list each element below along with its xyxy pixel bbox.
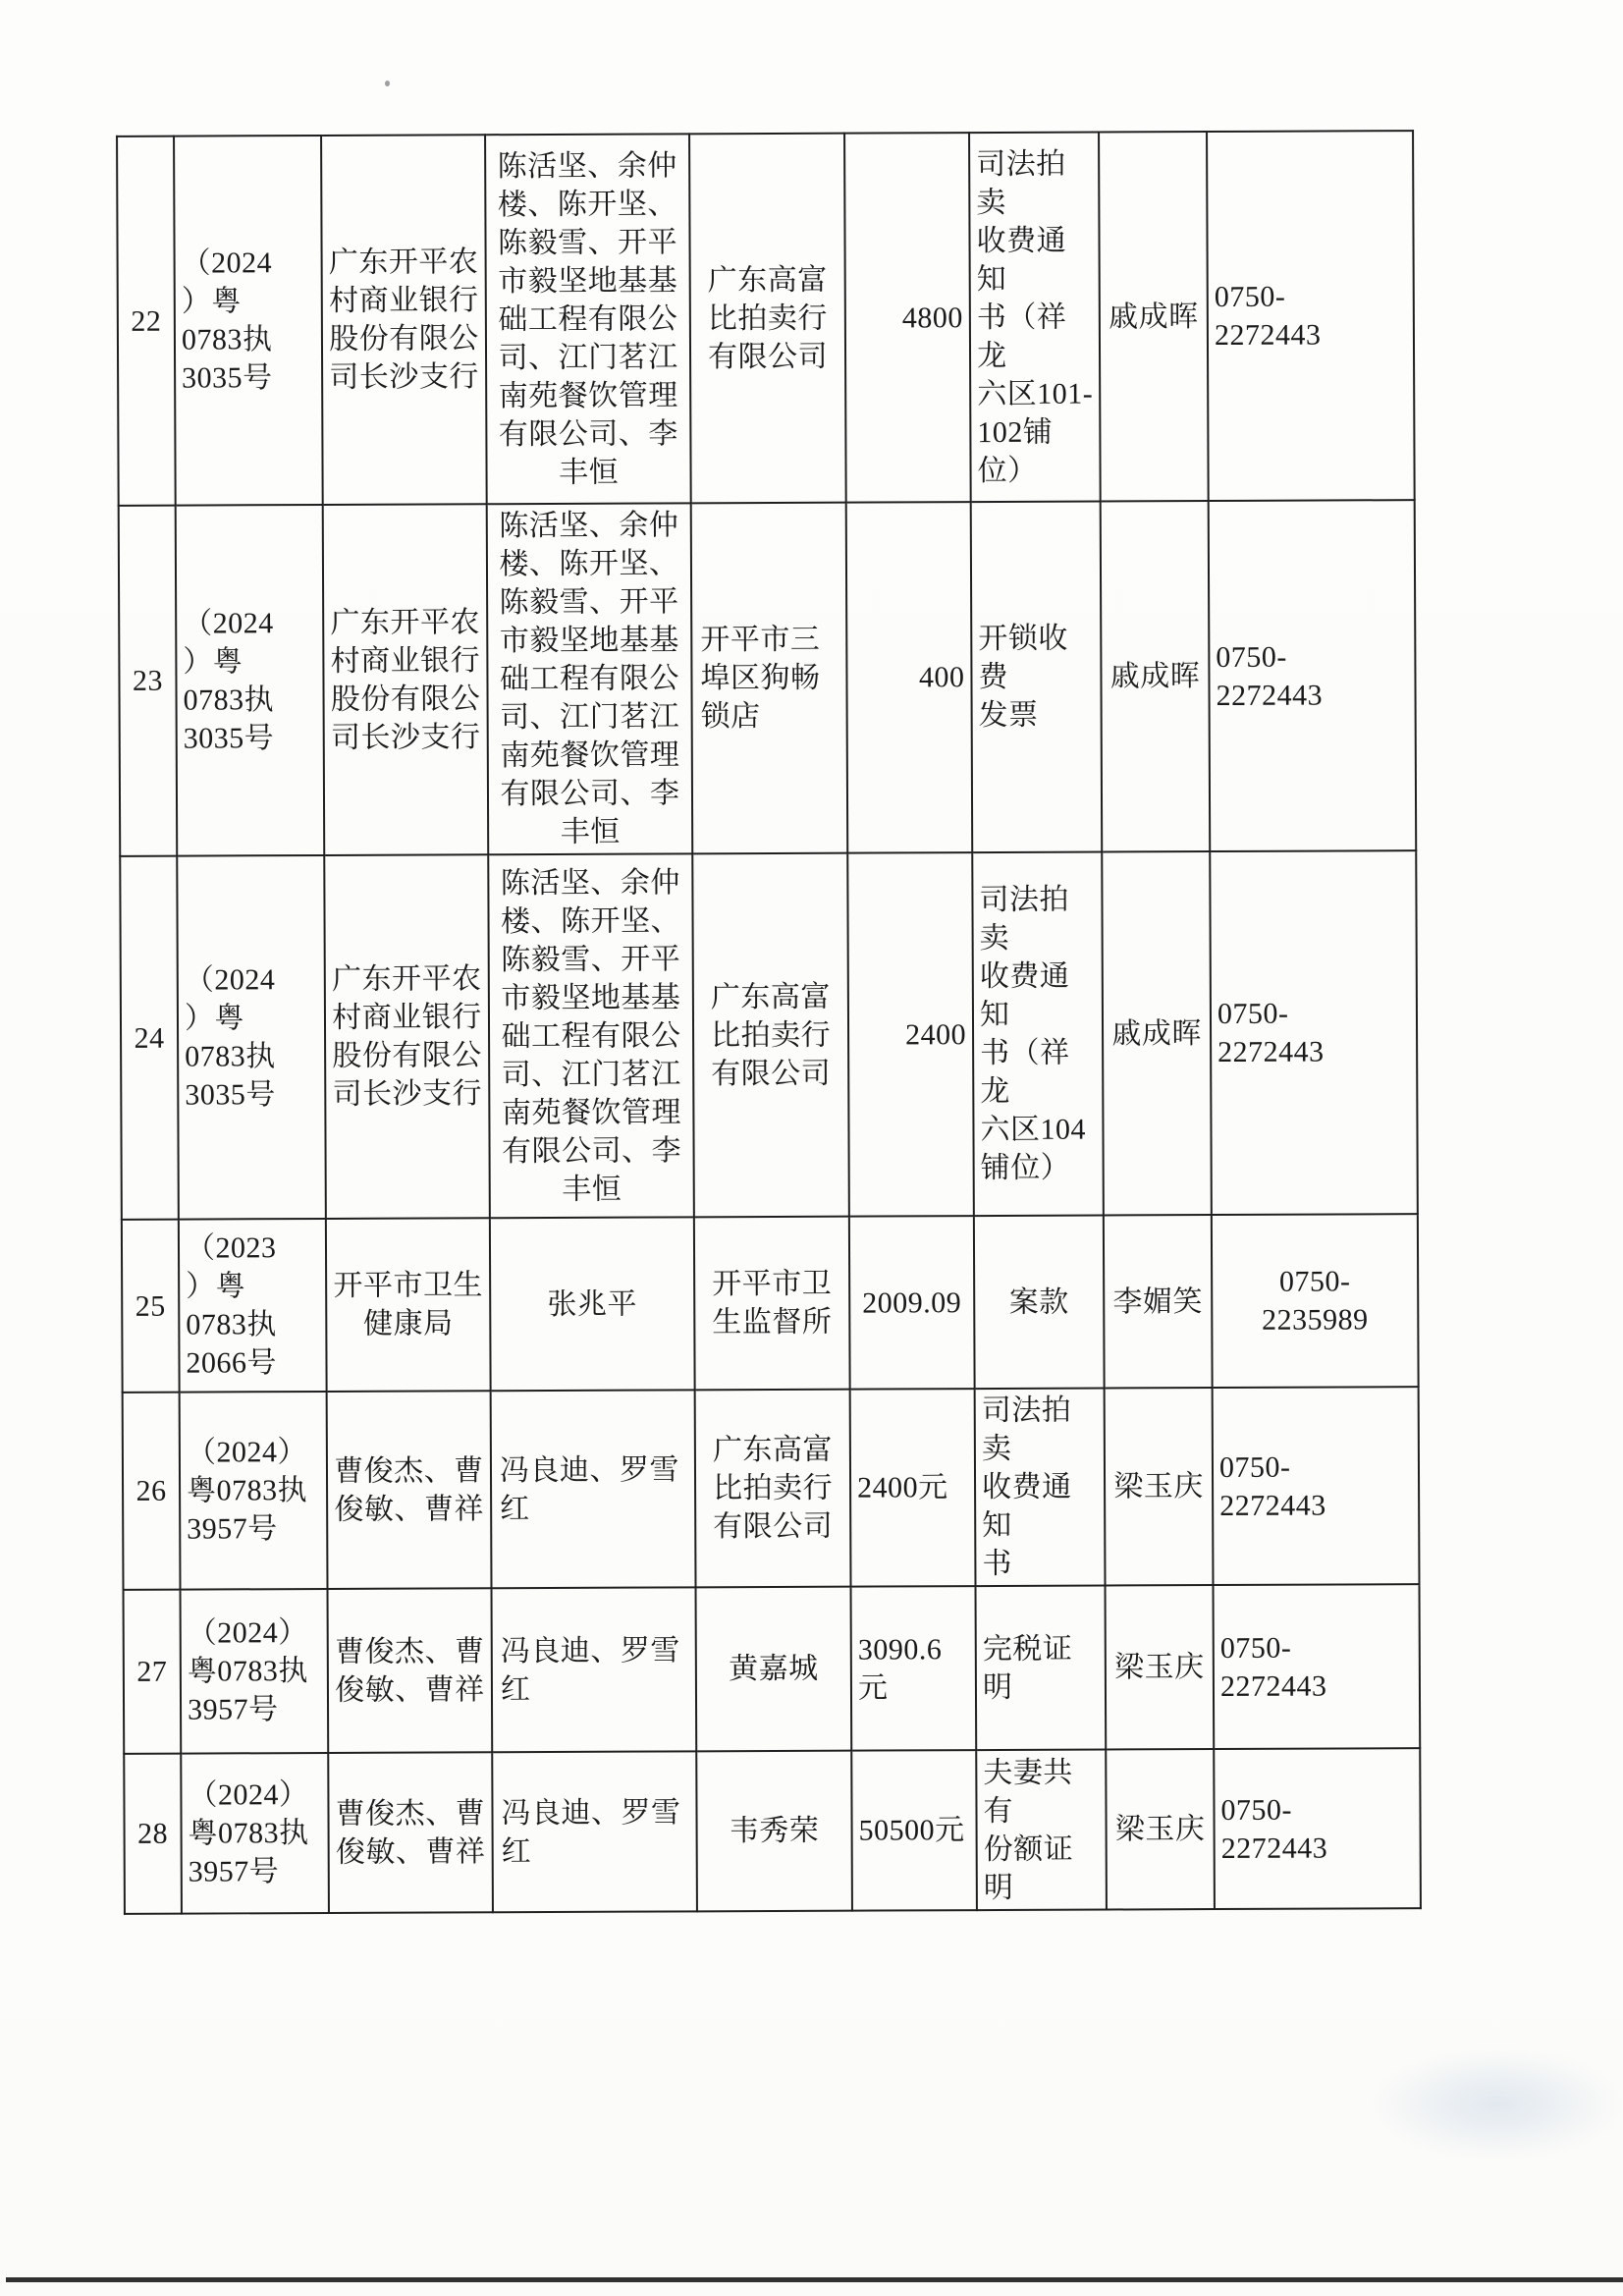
table-cell: 张兆平 [490,1217,695,1391]
table-cell: 梁玉庆 [1105,1388,1214,1585]
table-row [124,1584,1421,1754]
table-cell: 0750- 2235989 [1212,1214,1419,1388]
table-cell: （2024 ）粤 0783执 3035号 [176,505,325,856]
table-cell: 冯良迪、罗雪 红 [491,1390,696,1588]
table-cell: 27 [124,1590,182,1754]
table-cell: 0750- 2272443 [1210,850,1418,1215]
table-row [124,1748,1421,1914]
table-cell: 0750- 2272443 [1214,1584,1421,1749]
table-cell: 司法拍卖 收费通知 书 [975,1389,1106,1587]
table-cell: 曹俊杰、曹 俊敏、曹祥 [327,1391,492,1589]
table-cell: 案款 [974,1216,1105,1390]
scan-smudge [1370,2048,1623,2160]
table-cell: 0750- 2272443 [1213,1387,1420,1585]
table-cell: 戚成晖 [1102,851,1212,1215]
table-cell: 2009.09 [849,1216,975,1390]
table-cell: 0750- 2272443 [1207,131,1415,501]
table-cell: 李媚笑 [1104,1215,1213,1388]
table-row [120,850,1418,1220]
table-cell: （2023 ）粤 0783执 2066号 [179,1219,327,1393]
table-cell: 24 [120,856,179,1220]
table-cell: 26 [123,1393,181,1590]
table-cell: 冯良迪、罗雪 红 [492,1587,697,1752]
table-cell: 22 [117,137,176,506]
table-cell: 2400元 [850,1389,976,1587]
scan-speck [385,81,390,86]
table-cell: 开平市卫生 健康局 [326,1218,491,1392]
table-row [122,1214,1419,1393]
table-cell: 完税证明 [976,1586,1107,1751]
table-cell: 3090.6元 [851,1586,977,1751]
table-cell: 冯良迪、罗雪 红 [492,1751,697,1912]
table-cell: 2400 [847,852,974,1217]
table-row [119,500,1417,856]
table-cell: （2024 ）粤 0783执 3035号 [177,855,326,1220]
table-cell: 戚成晖 [1101,501,1211,851]
table-cell: （2024） 粤0783执 3957号 [181,1589,329,1754]
table-row [123,1387,1420,1590]
table-cell: 广东高富 比拍卖行 有限公司 [692,853,849,1218]
table-cell: 广东高富 比拍卖行 有限公司 [695,1390,851,1588]
table-cell: 夫妻共有 份额证明 [976,1750,1107,1911]
table-cell: 陈活坚、余仲 楼、陈开坚、 陈毅雪、开平 市毅坚地基基 础工程有限公 司、江门茗江 南苑餐饮管理 有限公司、李 丰恒 [487,503,693,854]
table-cell: 0750- 2272443 [1214,1748,1421,1909]
table-cell: 陈活坚、余仲 楼、陈开坚、 陈毅雪、开平 市毅坚地基基 础工程有限公 司、江门茗江 南苑餐饮管理 有限公司、李 丰恒 [488,853,694,1218]
table-cell: 梁玉庆 [1106,1585,1215,1749]
table-body [117,131,1421,1914]
table-cell: 广东开平农 村商业银行 股份有限公 司长沙支行 [324,854,490,1219]
table-cell: （2024） 粤0783执 3957号 [180,1392,328,1590]
table-row [117,131,1415,506]
table-cell: 开平市三 埠区狗畅 锁店 [691,503,848,854]
table-cell: 韦秀荣 [696,1751,852,1912]
table-cell: 曹俊杰、曹 俊敏、曹祥 [328,1752,493,1913]
table-cell: 陈活坚、余仲 楼、陈开坚、 陈毅雪、开平 市毅坚地基基 础工程有限公 司、江门茗江 南苑餐饮管理 有限公司、李 丰恒 [485,134,691,504]
table-cell: 开平市卫 生监督所 [694,1217,850,1391]
table-cell: 司法拍卖 收费通知 书（祥龙 六区101- 102铺 位） [969,133,1101,503]
table-cell: 梁玉庆 [1106,1749,1215,1909]
table-cell: 黄嘉城 [696,1587,852,1752]
table-cell: 戚成晖 [1099,132,1209,501]
table-cell: 开锁收费 发票 [971,502,1103,853]
table-cell: 4800 [844,133,971,503]
table-cell: 25 [122,1220,180,1393]
table-cell: （2024） 粤0783执 3957号 [181,1753,329,1914]
table-cell: 50500元 [851,1750,977,1911]
table-cell: 广东开平农 村商业银行 股份有限公 司长沙支行 [323,504,489,855]
table-cell: 曹俊杰、曹 俊敏、曹祥 [328,1588,493,1753]
table-cell: 23 [119,506,178,856]
table-cell: 400 [846,502,973,853]
table-cell: 0750- 2272443 [1209,500,1417,851]
table-cell: 广东高富 比拍卖行 有限公司 [689,134,846,504]
table-cell: 司法拍卖 收费通知 书（祥龙 六区104 铺位） [972,852,1104,1217]
scan-edge-line [6,2277,1623,2282]
table-cell: 广东开平农 村商业银行 股份有限公 司长沙支行 [321,135,487,505]
table-cell: （2024 ）粤 0783执 3035号 [174,136,323,506]
table-cell: 28 [124,1754,182,1914]
payment-ledger-table [116,130,1422,1915]
